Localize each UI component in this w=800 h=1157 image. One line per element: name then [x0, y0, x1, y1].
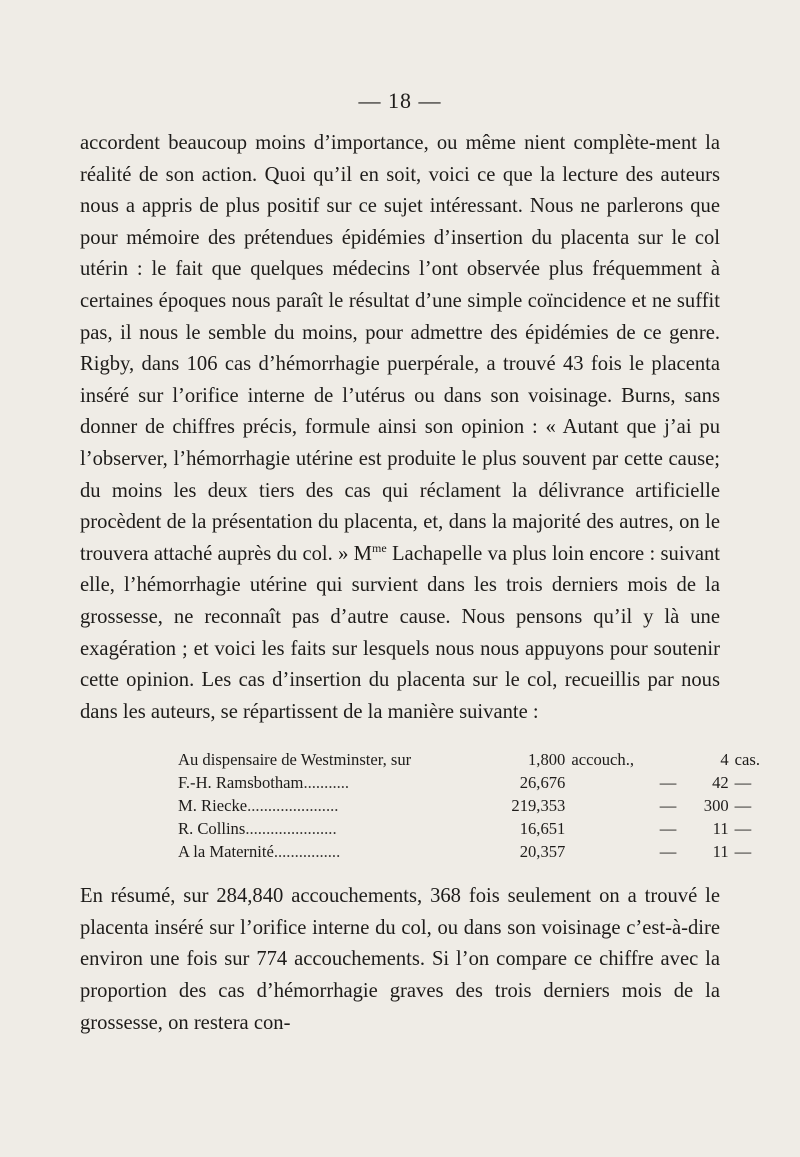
stats-row [178, 771, 760, 794]
stats-source [178, 794, 497, 817]
stats-dash-text: — [659, 842, 677, 862]
stats-dash [641, 771, 696, 794]
stats-dash [641, 840, 696, 863]
stats-row [178, 840, 760, 863]
paragraph-text: Lachapelle va plus loin encore : suivant elle, l’hémorrhagie utérine qui survient dans les trois derniers mois de la grossesse, ne reconnaît pas d’autre cause. Nous pensons qu’il y là une exagération ; et voici les faits sur lesquels nous nous appuyons pour soutenir cette opinion. Les cas d’insertion du placenta sur le col, recueillis par nous dans les auteurs, se répartissent de la manière suivante : [80, 542, 721, 723]
stats-dash-text: — [659, 819, 677, 839]
stats-births-text: 26,676 [519, 773, 566, 793]
stats-births [497, 748, 565, 771]
dot-leader: ........... [303, 773, 350, 793]
stats-row [178, 794, 760, 817]
stats-unit [729, 817, 760, 840]
stats-unit-text: — [734, 842, 752, 862]
stats-unit-text: cas. [734, 750, 760, 770]
stats-cases-text: 11 [712, 842, 729, 862]
stats-births-text: 1,800 [528, 750, 566, 770]
stats-cases [696, 771, 729, 794]
stats-source [178, 817, 497, 840]
stats-cases [696, 794, 729, 817]
stats-births-word [565, 817, 640, 840]
stats-births [497, 794, 565, 817]
stats-births [497, 840, 565, 863]
stats-cases [696, 748, 729, 771]
stats-unit [729, 840, 760, 863]
superscript-abbrev: me [372, 540, 387, 555]
stats-cases [696, 840, 729, 863]
stats-births-text: 219,353 [511, 796, 566, 816]
stats-cases-text: 11 [712, 819, 729, 839]
body-paragraph-1 [80, 128, 720, 728]
stats-source-text: A la Maternité [178, 842, 274, 862]
stats-births-word [565, 771, 640, 794]
stats-unit [729, 748, 760, 771]
stats-unit [729, 771, 760, 794]
dot-leader: ...................... [247, 796, 339, 816]
stats-source-text: M. Riecke [178, 796, 248, 816]
stats-dash-text: — [659, 773, 677, 793]
body-paragraph-2: En résumé, sur 284,840 accouchements, 368 fois seulement on a trouvé le placenta inséré sur l’orifice interne du col, ou dans son voisinage c’est-à-dire environ une fois sur 774 accouchements. Si l’on compare ce chiffre avec la proportion des cas d’hémorrhagie graves des trois derniers mois de la grossesse, on restera con- [80, 885, 720, 1034]
stats-births-text: 16,651 [519, 819, 566, 839]
stats-row [178, 817, 760, 840]
stats-row [178, 748, 760, 771]
stats-dash [641, 817, 696, 840]
dot-leader: ...................... [245, 819, 337, 839]
paragraph-text: accordent beaucoup moins d’importance, ou même nient complète-ment la réalité de son action. Quoi qu’il en soit, voici ce que la lecture des auteurs nous a appris de plus positif sur ce sujet intéressant. Nous ne parlerons que pour mémoire des prétendues épidémies d’insertion du placenta sur le col utérin : le fait que quelques médecins l’ont observée plus fréquemment à certaines époques nous paraît le résultat d’une simple coïncidence et ne suffit pas, il nous le semble du moins, pour admettre des épidémies de ce genre. Rigby, dans 106 cas d’hémorrhagie puerpérale, a trouvé 43 fois le placenta inséré sur l’orifice interne de l’utérus ou dans son voisinage. Burns, sans donner de chiffres précis, formule ainsi son opinion : « Autant que j’ai pu l’observer, l’hémorrhagie utérine est produite le plus souvent par cette cause; du moins les deux tiers des cas qui réclament la délivrance artificielle procèdent de la présentation du placenta, et, dans la majorité des autres, on le trouvera attaché auprès du col. » M [80, 132, 720, 565]
stats-unit [729, 794, 760, 817]
stats-cases-text: 300 [703, 796, 729, 816]
stats-cases [696, 817, 729, 840]
stats-unit-text: — [734, 773, 752, 793]
stats-source-text: Au dispensaire de Westminster, sur [178, 750, 412, 770]
stats-cases-text: 4 [720, 750, 729, 770]
stats-dash [641, 748, 696, 771]
stats-unit-text: — [734, 796, 752, 816]
stats-dash [641, 794, 696, 817]
stats-source [178, 771, 497, 794]
stats-births-word [565, 748, 640, 771]
stats-births-word-text: accouch., [571, 750, 634, 770]
stats-source-text: F.-H. Ramsbotham [178, 773, 304, 793]
stats-births-word [565, 840, 640, 863]
dot-leader: ................ [273, 842, 341, 862]
stats-source [178, 748, 497, 771]
stats-cases-text: 42 [712, 773, 729, 793]
stats-unit-text: — [734, 819, 752, 839]
stats-births [497, 817, 565, 840]
stats-source-text: R. Collins [178, 819, 246, 839]
statistics-table [178, 748, 760, 863]
stats-source [178, 840, 497, 863]
stats-births-text: 20,357 [519, 842, 566, 862]
stats-births [497, 771, 565, 794]
stats-births-word [565, 794, 640, 817]
stats-dash-text: — [659, 796, 677, 816]
page-number: — 18 — [358, 88, 442, 113]
